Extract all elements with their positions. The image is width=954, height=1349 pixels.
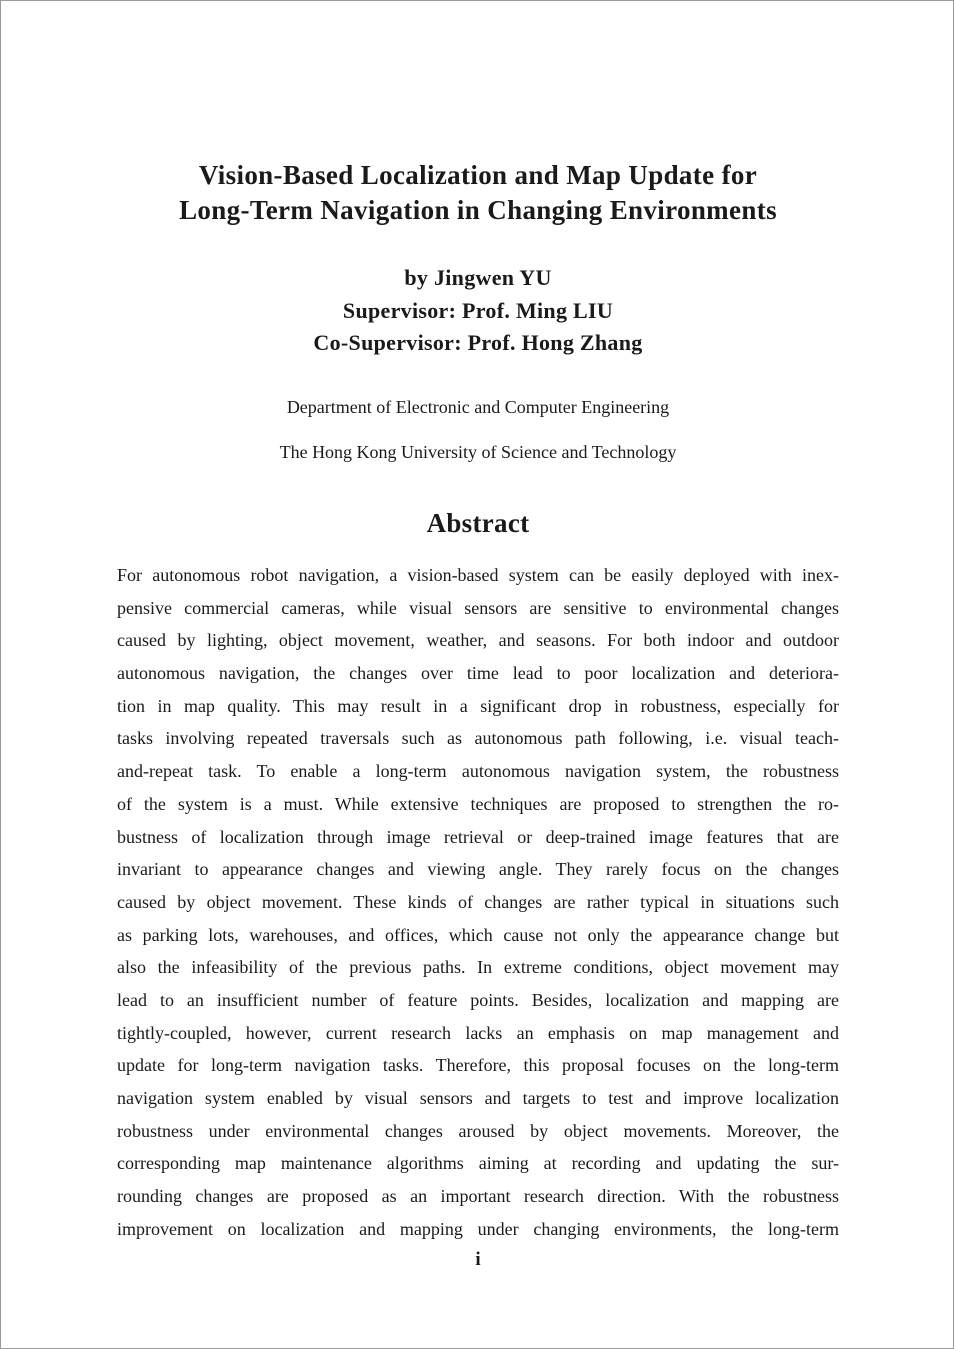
abstract-line: as parking lots, warehouses, and offices, which cause not only the appearance change but (117, 924, 839, 945)
abstract-line: navigation system enabled by visual sensors and targets to test and improve localization (117, 1088, 839, 1108)
abstract-line: robustness under environmental changes aroused by object movements. Moreover, the (117, 1120, 839, 1141)
university-line: The Hong Kong University of Science and Technology (279, 442, 677, 462)
abstract-line: pensive commercial cameras, while visual sensors are sensitive to environmental changes (117, 597, 839, 618)
abstract-line: also the infeasibility of the previous paths. In extreme conditions, object movement may (117, 957, 839, 978)
abstract-line: improvement on localization and mapping under changing environments, the long-term (117, 1218, 839, 1239)
supervisor-line: Supervisor: Prof. Ming LIU (342, 298, 614, 323)
abstract-line: tion in map quality. This may result in a significant drop in robustness, especially for (117, 695, 839, 716)
abstract-line: For autonomous robot navigation, a vision-based system can be easily deployed with inex- (117, 565, 839, 585)
abstract-line: and-repeat task. To enable a long-term autonomous navigation system, the robustness (117, 761, 839, 782)
abstract-line: bustness of localization through image retrieval or deep-trained image features that are (117, 826, 839, 847)
abstract-line: lead to an insufficient number of feature points. Besides, localization and mapping are (117, 989, 839, 1010)
abstract-line: invariant to appearance changes and viewing angle. They rarely focus on the changes (117, 859, 839, 880)
author-line: by Jingwen YU (404, 265, 552, 290)
abstract-line: autonomous navigation, the changes over time lead to poor localization and deteriora- (117, 663, 839, 684)
abstract-line: tasks involving repeated traversals such as autonomous path following, i.e. visual teach- (117, 728, 839, 749)
abstract-line: update for long-term navigation tasks. Therefore, this proposal focuses on the long-term (117, 1055, 839, 1076)
abstract-line: rounding changes are proposed as an important research direction. With the robustness (117, 1186, 839, 1207)
abstract-heading: Abstract (426, 508, 530, 538)
abstract-line: of the system is a must. While extensive techniques are proposed to strengthen the ro- (117, 793, 839, 814)
abstract-body (117, 560, 839, 1246)
abstract-line: tightly-coupled, however, current research lacks an emphasis on map management and (117, 1022, 839, 1043)
abstract-line: caused by lighting, object movement, weather, and seasons. For both indoor and outdoor (117, 630, 839, 651)
page-number: i (475, 1249, 481, 1270)
abstract-line: caused by object movement. These kinds of changes are rather typical in situations such (117, 891, 839, 912)
co-supervisor-line: Co-Supervisor: Prof. Hong Zhang (313, 330, 643, 355)
title-line-2: Long-Term Navigation in Changing Environments (179, 195, 777, 225)
department-line: Department of Electronic and Computer Engineering (286, 397, 670, 417)
abstract-line: corresponding map maintenance algorithms aiming at recording and updating the sur- (117, 1153, 839, 1174)
title-line-1: Vision-Based Localization and Map Update for (198, 160, 758, 190)
